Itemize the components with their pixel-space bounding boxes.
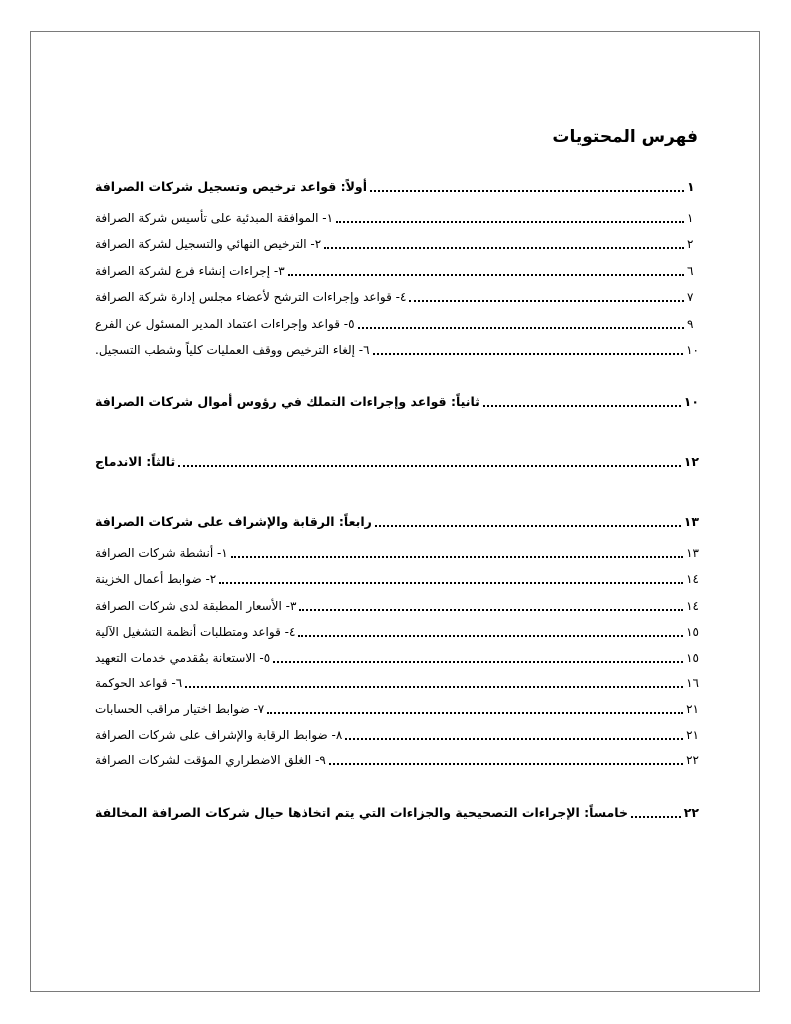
dot-leader: [219, 567, 683, 584]
dot-leader: [336, 206, 684, 223]
toc-entry-label: ثانياً: قواعد وإجراءات التملك في رؤوس أموال شركات الصرافة: [95, 394, 480, 409]
dot-leader: [373, 338, 684, 355]
toc-entry-label: ١- أنشطة شركات الصرافة: [95, 546, 228, 560]
dot-leader: [299, 594, 683, 611]
toc-row[interactable]: [95, 231, 699, 251]
toc-page-number: ١٢: [683, 454, 699, 469]
toc-page-number: ١٦: [686, 676, 699, 690]
toc-page-number: ٢١: [686, 728, 699, 742]
toc-page-number: ٢١: [686, 702, 699, 716]
toc-page-number: ١: [687, 179, 695, 194]
toc-page-number: ٩: [687, 317, 694, 331]
toc-page-number: ٢٢: [686, 753, 699, 767]
toc-page-number: ١٣: [686, 546, 699, 560]
dot-leader: [185, 671, 683, 688]
toc-row[interactable]: [95, 540, 699, 560]
dot-leader: [329, 748, 683, 765]
toc-row[interactable]: [95, 670, 699, 690]
toc-page-number: ١٥: [686, 625, 699, 639]
toc-entry-label: رابعاً: الرقابة والإشراف على شركات الصرافة: [95, 514, 372, 529]
toc-page-number: ٢٢: [683, 805, 699, 820]
toc-row[interactable]: [95, 311, 699, 331]
toc-page-number: ١٤: [686, 599, 699, 613]
toc-row[interactable]: [95, 284, 699, 304]
toc-entry-label: خامساً: الإجراءات التصحيحية والجزاءات التي يتم اتخاذها حيال شركات الصرافة المخالفة: [95, 805, 629, 820]
dot-leader: [267, 697, 683, 714]
toc-entry-label: ثالثاً: الاندماج: [95, 454, 176, 469]
toc-page-number: ١٠: [683, 394, 699, 409]
toc-entry-label: ١- الموافقة المبدئية على تأسيس شركة الصرافة: [95, 211, 334, 225]
dot-leader: [345, 723, 683, 740]
dot-leader: [631, 801, 681, 818]
toc-entry-label: ٤- قواعد وإجراءات الترشح لأعضاء مجلس إدارة شركة الصرافة: [95, 290, 407, 304]
toc-page-number: ٧: [687, 290, 694, 304]
toc-row[interactable]: [95, 800, 699, 820]
dot-leader: [358, 312, 684, 329]
toc-row[interactable]: [95, 449, 699, 469]
toc-row[interactable]: [95, 722, 699, 742]
dot-leader: [409, 285, 684, 302]
toc-entry-label: ٢- ضوابط أعمال الخزينة: [95, 572, 217, 586]
toc-entry-label: ٣- الأسعار المطبقة لدى شركات الصرافة: [95, 599, 297, 613]
toc-entry-label: ٧- ضوابط اختيار مراقب الحسابات: [95, 702, 265, 716]
toc-row[interactable]: [95, 619, 699, 639]
toc-row[interactable]: [95, 509, 699, 529]
dot-leader: [483, 390, 681, 407]
toc-entry-label: ٨- ضوابط الرقابة والإشراف على شركات الصرافة: [95, 728, 343, 742]
dot-leader: [273, 646, 683, 663]
dot-leader: [324, 232, 684, 249]
toc-page-number: ١٠: [686, 343, 699, 357]
toc-entry-label: ٩- الغلق الاضطراري المؤقت لشركات الصرافة: [95, 753, 326, 767]
toc-page-number: ١٤: [686, 572, 699, 586]
toc-entry-label: ٦- إلغاء الترخيص ووقف العمليات كلياً وشطب التسجيل.: [95, 343, 370, 357]
toc-row[interactable]: [95, 566, 699, 586]
toc-page-number: ٦: [687, 264, 694, 278]
toc-entry-label: ٥- الاستعانة بمُقدمي خدمات التعهيد: [95, 651, 271, 665]
dot-leader: [288, 259, 684, 276]
toc-row[interactable]: [95, 747, 699, 767]
toc-entry-label: ٢- الترخيص النهائي والتسجيل لشركة الصرافة: [95, 237, 322, 251]
toc-page-number: ١٥: [686, 651, 699, 665]
dot-leader: [178, 450, 681, 467]
toc-entry-label: ٤- قواعد ومتطلبات أنظمة التشغيل الآلية: [95, 625, 296, 639]
toc-row[interactable]: [95, 696, 699, 716]
toc-row[interactable]: [95, 645, 699, 665]
toc-row[interactable]: [95, 258, 699, 278]
toc-entry-label: ٥- قواعد وإجراءات اعتماد المدير المسئول عن الفرع: [95, 317, 355, 331]
toc-entry-label: ٦- قواعد الحوكمة: [95, 676, 183, 690]
dot-leader: [375, 510, 681, 527]
toc-row[interactable]: [95, 174, 699, 194]
toc-row[interactable]: [95, 205, 699, 225]
toc-title: فهرس المحتويات: [552, 127, 698, 147]
dot-leader: [298, 620, 683, 637]
toc-entry-label: أولاً: قواعد ترخيص وتسجيل شركات الصرافة: [95, 179, 367, 194]
toc-page-number: ٢: [687, 237, 694, 251]
toc-page-number: ١: [687, 211, 694, 225]
toc-row[interactable]: [95, 389, 699, 409]
toc-page-number: ١٣: [683, 514, 699, 529]
dot-leader: [231, 541, 683, 558]
dot-leader: [370, 175, 684, 192]
toc-row[interactable]: [95, 593, 699, 613]
toc-row[interactable]: [95, 337, 699, 357]
toc-entry-label: ٣- إجراءات إنشاء فرع لشركة الصرافة: [95, 264, 285, 278]
